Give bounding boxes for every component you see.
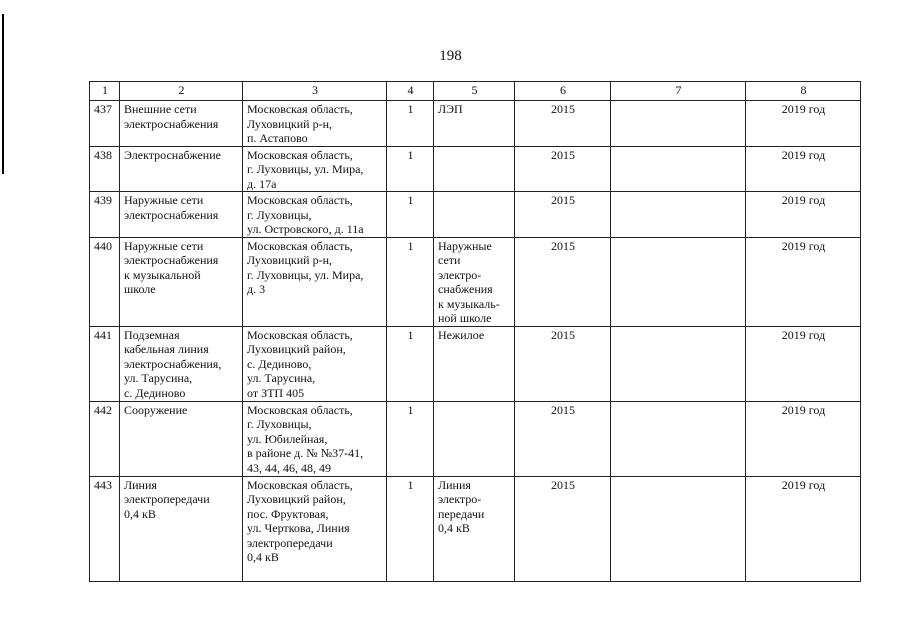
- header-cell-2: 2: [120, 82, 243, 101]
- description-cell: ЛЭП: [434, 101, 515, 147]
- table-row: [90, 237, 861, 326]
- row-number-cell: 441: [90, 326, 120, 401]
- quantity-cell: 1: [387, 101, 434, 147]
- term-cell: 2019 год: [746, 101, 861, 147]
- property-registry-table: [89, 81, 861, 582]
- column-7-cell: [611, 326, 746, 401]
- address-cell: Московская область, г. Луховицы, ул. Юбилейная, в районе д. № №37-41, 43, 44, 46, 48, 49: [243, 401, 387, 476]
- term-cell: 2019 год: [746, 192, 861, 238]
- quantity-cell: 1: [387, 326, 434, 401]
- row-number-cell: 442: [90, 401, 120, 476]
- table-row: [90, 146, 861, 192]
- table-header: [90, 82, 861, 101]
- address-cell: Московская область, Луховицкий р-н, г. Луховицы, ул. Мира, д. 3: [243, 237, 387, 326]
- quantity-cell: 1: [387, 146, 434, 192]
- table-body: [90, 101, 861, 582]
- page-number: 198: [439, 48, 462, 64]
- year-cell: 2015: [515, 101, 611, 147]
- address-cell: Московская область, Луховицкий р-н, п. Астапово: [243, 101, 387, 147]
- quantity-cell: 1: [387, 192, 434, 238]
- object-name-cell: Внешние сети электроснабжения: [120, 101, 243, 147]
- object-name-cell: Сооружение: [120, 401, 243, 476]
- header-row: [90, 82, 861, 101]
- column-7-cell: [611, 401, 746, 476]
- quantity-cell: 1: [387, 476, 434, 581]
- row-number-cell: 439: [90, 192, 120, 238]
- object-name-cell: Наружные сети электроснабжения: [120, 192, 243, 238]
- address-cell: Московская область, Луховицкий район, пос. Фруктовая, ул. Черткова, Линия электропередачи 0,4 кВ: [243, 476, 387, 581]
- description-cell: Линия электро- передачи 0,4 кВ: [434, 476, 515, 581]
- term-cell: 2019 год: [746, 476, 861, 581]
- address-cell: Московская область, г. Луховицы, ул. Мира, д. 17а: [243, 146, 387, 192]
- year-cell: 2015: [515, 192, 611, 238]
- address-cell: Московская область, г. Луховицы, ул. Островского, д. 11а: [243, 192, 387, 238]
- row-number-cell: 437: [90, 101, 120, 147]
- margin-binding-line: [2, 14, 4, 174]
- header-cell-3: 3: [243, 82, 387, 101]
- column-7-cell: [611, 101, 746, 147]
- year-cell: 2015: [515, 401, 611, 476]
- column-7-cell: [611, 237, 746, 326]
- row-number-cell: 443: [90, 476, 120, 581]
- column-7-cell: [611, 192, 746, 238]
- row-number-cell: 440: [90, 237, 120, 326]
- object-name-cell: Подземная кабельная линия электроснабжения, ул. Тарусина, с. Дединово: [120, 326, 243, 401]
- year-cell: 2015: [515, 326, 611, 401]
- description-cell: [434, 401, 515, 476]
- header-cell-8: 8: [746, 82, 861, 101]
- object-name-cell: Электроснабжение: [120, 146, 243, 192]
- header-cell-5: 5: [434, 82, 515, 101]
- term-cell: 2019 год: [746, 237, 861, 326]
- description-cell: [434, 192, 515, 238]
- address-cell: Московская область, Луховицкий район, с. Дединово, ул. Тарусина, от ЗТП 405: [243, 326, 387, 401]
- year-cell: 2015: [515, 237, 611, 326]
- table-row: [90, 326, 861, 401]
- object-name-cell: Линия электропередачи 0,4 кВ: [120, 476, 243, 581]
- header-cell-4: 4: [387, 82, 434, 101]
- term-cell: 2019 год: [746, 326, 861, 401]
- table-row: [90, 101, 861, 147]
- table-row: [90, 476, 861, 581]
- description-cell: Наружные сети электро- снабжения к музыкаль- ной школе: [434, 237, 515, 326]
- column-7-cell: [611, 476, 746, 581]
- term-cell: 2019 год: [746, 401, 861, 476]
- table-row: [90, 401, 861, 476]
- header-cell-7: 7: [611, 82, 746, 101]
- object-name-cell: Наружные сети электроснабжения к музыкальной школе: [120, 237, 243, 326]
- header-cell-1: 1: [90, 82, 120, 101]
- row-number-cell: 438: [90, 146, 120, 192]
- table-row: [90, 192, 861, 238]
- header-cell-6: 6: [515, 82, 611, 101]
- term-cell: 2019 год: [746, 146, 861, 192]
- description-cell: [434, 146, 515, 192]
- year-cell: 2015: [515, 146, 611, 192]
- year-cell: 2015: [515, 476, 611, 581]
- quantity-cell: 1: [387, 237, 434, 326]
- description-cell: Нежилое: [434, 326, 515, 401]
- column-7-cell: [611, 146, 746, 192]
- quantity-cell: 1: [387, 401, 434, 476]
